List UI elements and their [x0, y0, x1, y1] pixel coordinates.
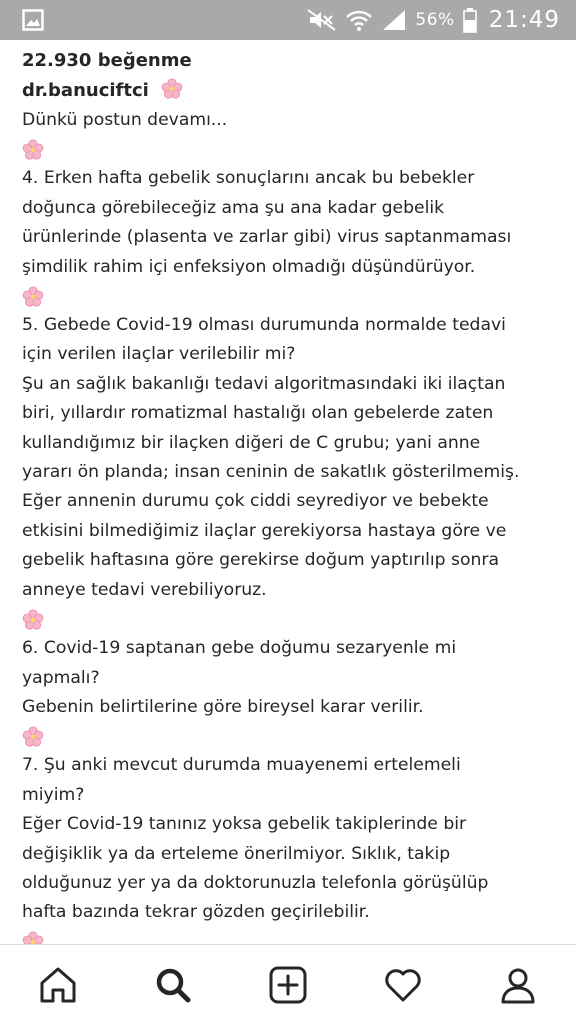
gallery-icon [22, 9, 44, 31]
caption-line: 4. Erken hafta gebelik sonuçlarını ancak bu bebekler [22, 168, 475, 189]
signal-icon [381, 8, 407, 32]
nav-add-post-button[interactable] [258, 955, 318, 1015]
heart-icon [383, 965, 423, 1005]
profile-icon [498, 965, 538, 1005]
caption-line: yararı ön planda; insan ceninin de sakatlık gösterilmemiş. [22, 462, 520, 483]
caption-line: değişiklik ya da erteleme önerilmiyor. Sıklık, takip [22, 843, 451, 864]
caption-line: doğunca görebileceğiz ama şu ana kadar gebelik [22, 197, 445, 218]
wifi-icon [345, 8, 373, 32]
search-icon [153, 965, 193, 1005]
status-indicators [307, 0, 560, 40]
caption-line: yapmalı? [22, 667, 100, 688]
status-bar [0, 0, 576, 40]
caption-line: miyim? [22, 784, 85, 805]
caption-line: 6. Covid-19 saptanan gebe doğumu sezaryenle mi [22, 638, 457, 659]
caption-line: Eğer annenin durumu çok ciddi seyrediyor ve bebekte [22, 491, 489, 512]
caption-line: şimdilik rahim içi enfeksiyon olmadığı düşündürüyor. [22, 256, 476, 277]
mute-icon [307, 8, 337, 32]
nav-activity-button[interactable] [373, 955, 433, 1015]
caption-line: anneye tedavi verebiliyoruz. [22, 579, 267, 600]
flower-separator [22, 282, 562, 311]
caption-line: 5. Gebede Covid-19 olması durumunda normalde tedavi [22, 315, 506, 336]
caption-line: için verilen ilaçlar verilebilir mi? [22, 344, 296, 365]
cherry-blossom-icon [22, 139, 44, 161]
username-line [22, 76, 562, 106]
battery-icon [463, 7, 477, 33]
bottom-nav [0, 944, 576, 1024]
caption-line: gebelik haftasına göre gerekirse doğum yaptırılıp sonra [22, 550, 499, 571]
caption-line: hafta bazında tekrar gözden geçirilebilir. [22, 902, 370, 923]
username[interactable]: dr.banuciftci [22, 80, 149, 101]
home-icon [38, 965, 78, 1005]
cherry-blossom-icon [161, 78, 183, 100]
flower-separator [22, 135, 562, 164]
cherry-blossom-icon [22, 931, 44, 944]
caption-line: Gebenin belirtilerine göre bireysel karar verilir. [22, 696, 424, 717]
caption-line: kullandığımız bir ilaçken diğeri de C grubu; yani anne [22, 432, 481, 453]
caption-line: olduğunuz yer ya da doktorunuzla telefonla görüşülüp [22, 872, 489, 893]
caption-line: biri, yıllardır romatizmal hastalığı olan gebelerde zaten [22, 403, 494, 424]
flower-separator [22, 722, 562, 751]
nav-search-button[interactable] [143, 955, 203, 1015]
likes-count[interactable]: 22.930 beğenme [22, 50, 192, 71]
nav-profile-button[interactable] [488, 955, 548, 1015]
cherry-blossom-icon [22, 286, 44, 308]
battery-percent: 56% [415, 10, 455, 30]
cherry-blossom-icon [22, 726, 44, 748]
clock: 21:49 [488, 7, 560, 33]
caption-line: Dünkü postun devamı... [22, 110, 228, 130]
flower-separator [22, 605, 562, 634]
caption-line: Eğer Covid-19 tanınız yoksa gebelik takiplerinde bir [22, 814, 467, 835]
flower-separator [22, 928, 562, 944]
caption [22, 106, 562, 944]
caption-line: etkisini bilmediğimiz ilaçlar gerekiyorsa hastaya göre ve [22, 520, 507, 541]
caption-line: Şu an sağlık bakanlığı tedavi algoritmasındaki iki ilaçtan [22, 373, 506, 394]
post-content [22, 46, 562, 944]
caption-line: ürünlerinde (plasenta ve zarlar gibi) virus saptanmaması [22, 227, 512, 248]
add-post-icon [268, 965, 308, 1005]
nav-home-button[interactable] [28, 955, 88, 1015]
caption-line: 7. Şu anki mevcut durumda muayenemi ertelemeli [22, 755, 461, 776]
cherry-blossom-icon [22, 609, 44, 631]
